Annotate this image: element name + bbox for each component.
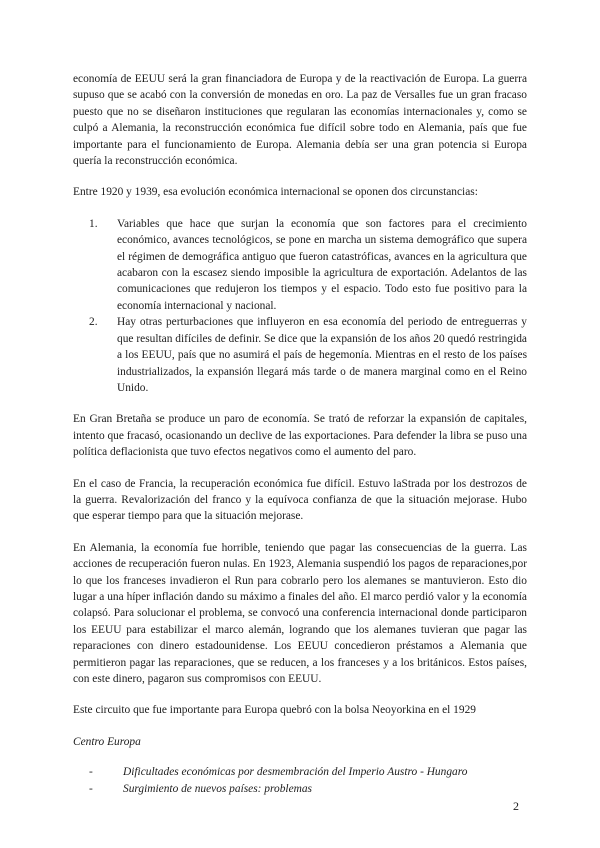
paragraph-intro-circumstances: Entre 1920 y 1939, esa evolución económica internacional se oponen dos circunstancias: <box>73 186 478 199</box>
paragraph-gran-bretana: En Gran Bretaña se produce un paro de economía. Se trató de reforzar la expansión de capitales, intento que fracasó, ocasionando un declive de las exportaciones. Para defender la libra se puso una política deflacionista que tuvo efectos negativos como el aumento del paro. <box>73 413 527 459</box>
dash-marker: - <box>89 766 93 779</box>
section-heading: Centro Europa <box>73 735 141 748</box>
paragraph-continuation: economía de EEUU será la gran financiadora de Europa y de la reactivación de Europa. La guerra supuso que se acabó con la conversión de monedas en oro. La paz de Versalles fue un gran fracaso puesto que no se diseñaron instituciones que regularan las economías internacionales y, como se culpó a Alemania, la reconstrucción económica fue difícil sobre todo en Alemania, país que fue importante para el funcionamiento de Europa. Alemania debía ser una gran potencia si Europa quería la reconstrucción económica. <box>73 73 527 168</box>
dash-list <box>73 764 527 797</box>
dash-marker: - <box>89 782 93 795</box>
paragraph-francia: En el caso de Francia, la recuperación económica fue difícil. Estuvo laStrada por los destrozos de la guerra. Revalorización del franco y la equívoca confianza de que la situación mejorase. Hubo que esperar tiempo para que la situación mejorase. <box>73 477 527 523</box>
body-text <box>73 71 527 797</box>
list-item <box>89 216 527 314</box>
dash-item-text: Dificultades económicas por desmembración del Imperio Austro - Hungaro <box>123 766 468 779</box>
dash-list-item <box>89 781 527 797</box>
list-item-text: Hay otras perturbaciones que influyeron en esa economía del periodo de entreguerras y que resultan difíciles de definir. Se dice que la expansión de los años 20 quedó restringida a los EEUU, país que no asumirá el país de hegemonía. Mientras en el resto de los países industrializados, la expansión llegará más tarde o de manera marginal como en el Reino Unido. <box>117 316 527 394</box>
paragraph-circuito: Este circuito que fue importante para Europa quebró con la bolsa Neoyorkina en el 1929 <box>73 704 476 717</box>
paragraph-alemania: En Alemania, la economía fue horrible, teniendo que pagar las consecuencias de la guerra. Las acciones de recuperación fueron nulas. En 1923, Alemania suspendió los pagos de reparaciones,por lo que los franceses invadieron el Run para cobrarlo pero los alemanes se mantuvieron. Esto dio lugar a una híper inflación dando su máximo a finales del año. El marco perdió valor y la economía colapsó. Para solucionar el problema, se convocó una conferencia internacional donde participaron los EEUU para estabilizar el marco alemán, logrando que los alemanes tuvieran que pagar las reparaciones con dinero estadounidense. Los EEUU concedieron préstamos a Alemania que permitieron pagar las reparaciones, que se reducen, a los franceses y a los británicos. Estos países, con este dinero, pagaron sus compromisos con EEUU. <box>73 541 527 685</box>
list-item-text: Variables que hace que surjan la economía que son factores para el crecimiento económico, avances tecnológicos, se pone en marcha un sistema demográfico que supera el régimen de demográfica antiguo que fueron catastróficas, avances en la agricultura que acabaron con la escasez siendo imposible la agricultura de exportación. Adelantos de las comunicaciones que redujeron los tiempos y el espacio. Todo esto fue positivo para la economía internacional y nacional. <box>117 217 527 312</box>
dash-item-text: Surgimiento de nuevos países: problemas <box>123 782 312 795</box>
list-number: 1. <box>89 217 98 230</box>
dash-list-item <box>89 764 527 780</box>
page-number: 2 <box>513 799 519 813</box>
list-item <box>89 314 527 396</box>
list-number: 2. <box>89 316 98 329</box>
numbered-list <box>73 216 527 396</box>
